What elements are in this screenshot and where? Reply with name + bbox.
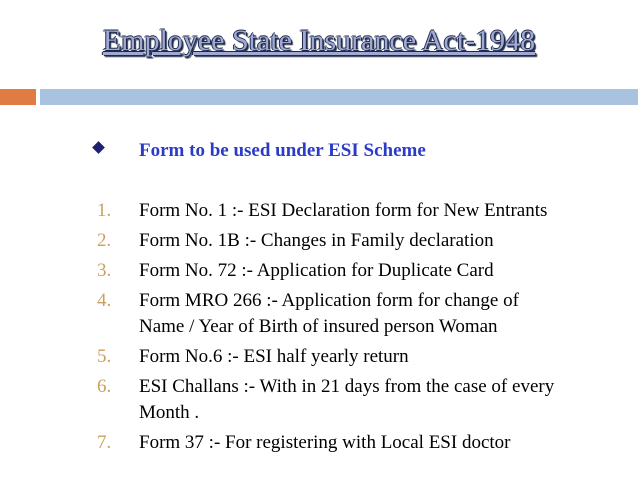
list-item-number: 1. (97, 200, 112, 221)
list-item-number: 6. (97, 376, 112, 397)
list-item-text: Form No. 1B :- Changes in Family declaration (139, 230, 494, 251)
list-item-text: Form MRO 266 :- Application form for change of (139, 290, 519, 311)
list-item-number: 7. (97, 432, 112, 453)
subheading: Form to be used under ESI Scheme (139, 140, 426, 161)
slide-title: Employee State Insurance Act-1948 (102, 24, 536, 57)
list-item-text-continued: Month . (139, 402, 200, 423)
list-item-number: 5. (97, 346, 112, 367)
list-item-text: ESI Challans :- With in 21 days from the case of every (139, 376, 555, 397)
list-item-number: 2. (97, 230, 112, 251)
list-item-text-continued: Name / Year of Birth of insured person Woman (139, 316, 498, 337)
header-band (40, 89, 638, 105)
list-item-text: Form No.6 :- ESI half yearly return (139, 346, 409, 367)
list-item-number: 4. (97, 290, 112, 311)
list-item-text: Form No. 1 :- ESI Declaration form for New Entrants (139, 200, 548, 221)
diamond-bullet-icon (92, 141, 105, 154)
header-band-accent (0, 89, 36, 105)
list-item-text: Form 37 :- For registering with Local ESI doctor (139, 432, 511, 453)
list-item-text: Form No. 72 :- Application for Duplicate Card (139, 260, 494, 281)
list-item-number: 3. (97, 260, 112, 281)
